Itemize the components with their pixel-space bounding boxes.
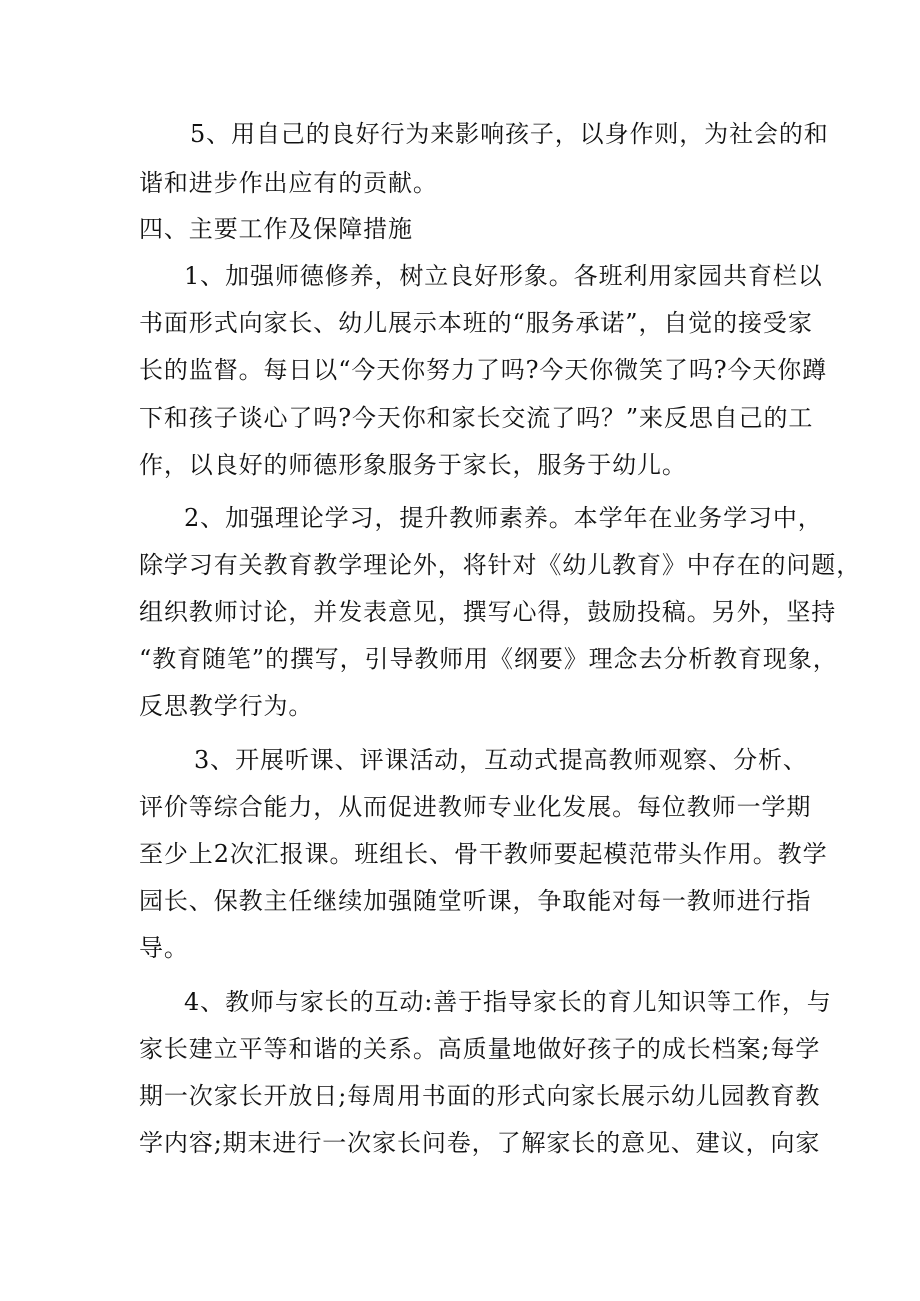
text-line: 书面形式向家长、幼儿展示本班的“服务承诺”，自觉的接受家 bbox=[139, 309, 813, 337]
text-line: “教育随笔”的撰写，引导教师用《纲要》理念去分析教育现象， bbox=[139, 645, 838, 673]
text-line: 3、开展听课、评课活动，互动式提高教师观察、分析、 bbox=[194, 746, 808, 774]
text-line: 至少上2次汇报课。班组长、骨干教师要起模范带头作用。教学 bbox=[139, 840, 828, 868]
text-line: 导。 bbox=[139, 934, 189, 962]
text-line: 作，以良好的师德形象服务于家长，服务于幼儿。 bbox=[139, 451, 687, 479]
text-line: 4、教师与家长的互动:善于指导家长的育儿知识等工作，与 bbox=[184, 988, 832, 1016]
text-line: 家长建立平等和谐的关系。高质量地做好孩子的成长档案;每学 bbox=[139, 1035, 821, 1063]
text-line: 评价等综合能力，从而促进教师专业化发展。每位教师一学期 bbox=[139, 793, 812, 821]
text-line: 期一次家长开放日;每周用书面的形式向家长展示幼儿园教育教 bbox=[139, 1082, 821, 1110]
section-heading: 四、主要工作及保障措施 bbox=[139, 215, 413, 243]
text-line: 除学习有关教育教学理论外，将针对《幼儿教育》中存在的问题， bbox=[139, 551, 862, 579]
text-line: 学内容;期末进行一次家长问卷，了解家长的意见、建议，向家 bbox=[139, 1129, 821, 1157]
text-line: 长的监督。每日以“今天你努力了吗?今天你微笑了吗?今天你蹲 bbox=[139, 356, 828, 384]
text-line: 下和孩子谈心了吗?今天你和家长交流了吗？”来反思自己的工 bbox=[139, 404, 814, 432]
text-line: 反思教学行为。 bbox=[139, 692, 314, 720]
text-line: 1、加强师德修养，树立良好形象。各班利用家园共育栏以 bbox=[184, 262, 823, 290]
text-line: 园长、保教主任继续加强随堂听课，争取能对每一教师进行指 bbox=[139, 887, 812, 915]
text-line: 2、加强理论学习，提升教师素养。本学年在业务学习中， bbox=[184, 504, 823, 532]
text-line: 5、用自己的良好行为来影响孩子，以身作则，为社会的和 bbox=[190, 120, 829, 148]
text-line: 组织教师讨论，并发表意见，撰写心得，鼓励投稿。另外，坚持 bbox=[139, 598, 837, 626]
text-line: 谐和进步作出应有的贡献。 bbox=[139, 169, 438, 197]
